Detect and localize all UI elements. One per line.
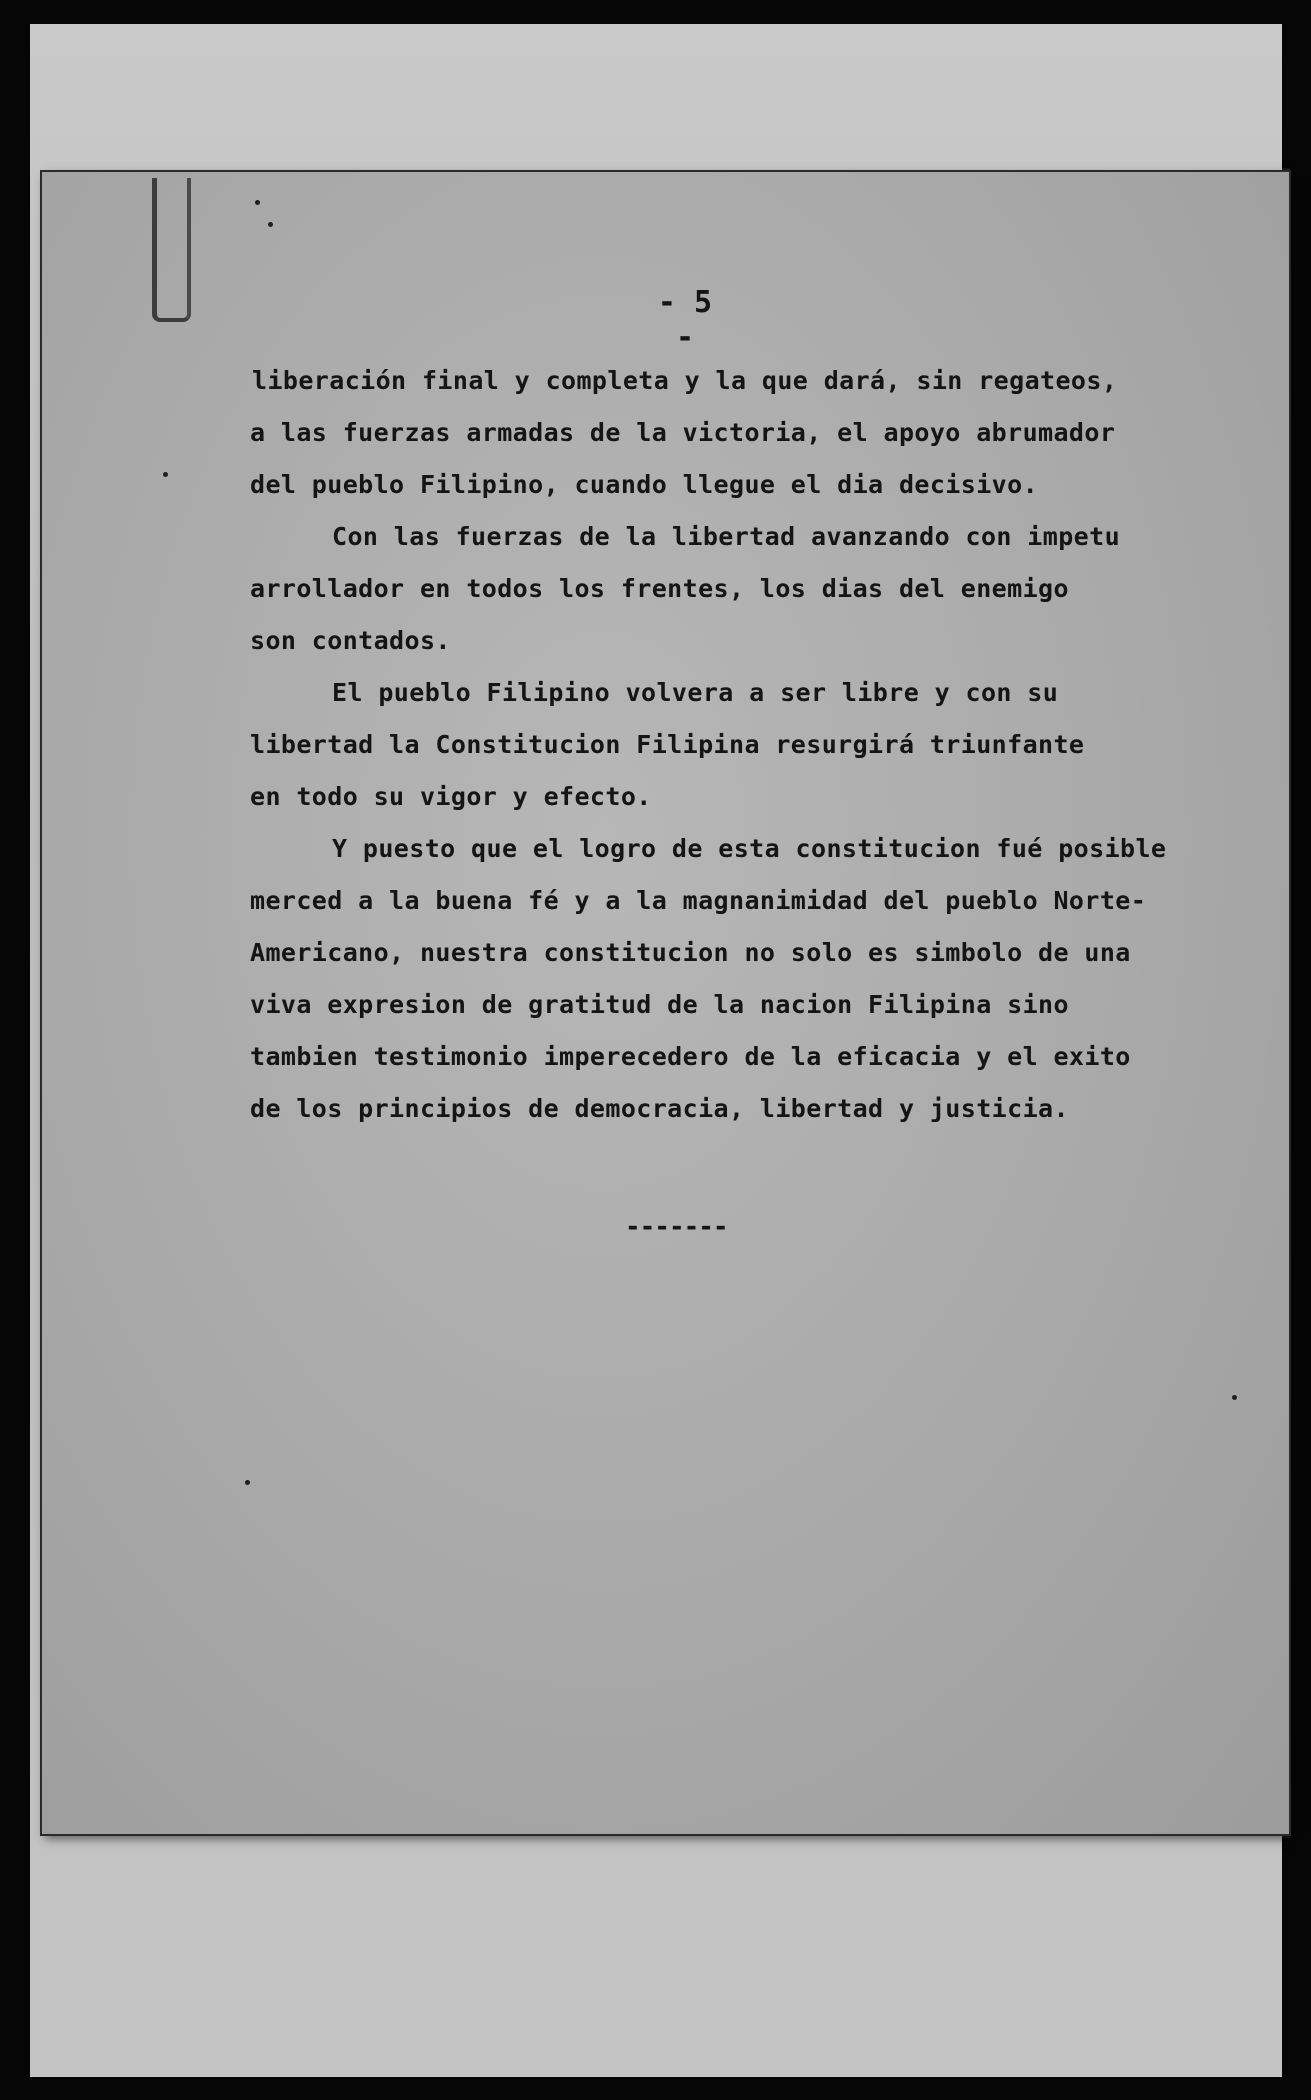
text-line: arrollador en todos los frentes, los dias del enemigo <box>250 574 1069 603</box>
text-line: Con las fuerzas de la libertad avanzando con impetu <box>332 522 1121 551</box>
paper-clip-mark <box>152 178 191 322</box>
dust-speck <box>245 1480 250 1485</box>
text-line: de los principios de democracia, libertad y justicia. <box>250 1094 1069 1123</box>
dust-speck <box>268 222 273 227</box>
text-line: merced a la buena fé y a la magnanimidad del pueblo Norte- <box>250 886 1147 915</box>
text-line: liberación final y completa y la que dará, sin regateos, <box>252 366 1118 395</box>
dust-speck <box>1232 1395 1237 1400</box>
dust-speck <box>163 472 168 477</box>
text-line: a las fuerzas armadas de la victoria, el apoyo abrumador <box>250 418 1116 447</box>
text-line: son contados. <box>250 626 451 655</box>
text-line: El pueblo Filipino volvera a ser libre y con su <box>332 678 1059 707</box>
page-number: - 5 - <box>657 285 713 355</box>
text-line: libertad la Constitucion Filipina resurgirá triunfante <box>250 730 1085 759</box>
text-line: viva expresion de gratitud de la nacion Filipina sino <box>250 990 1069 1019</box>
body-text <box>250 355 1200 1135</box>
text-line: Americano, nuestra constitucion no solo es simbolo de una <box>250 938 1131 967</box>
dust-speck <box>255 200 260 205</box>
end-rule: ------- <box>625 1212 728 1242</box>
text-line: en todo su vigor y efecto. <box>250 782 652 811</box>
text-line: tambien testimonio imperecedero de la eficacia y el exito <box>250 1042 1131 1071</box>
text-line: del pueblo Filipino, cuando llegue el dia decisivo. <box>250 470 1039 499</box>
text-line: Y puesto que el logro de esta constitucion fué posible <box>332 834 1167 863</box>
